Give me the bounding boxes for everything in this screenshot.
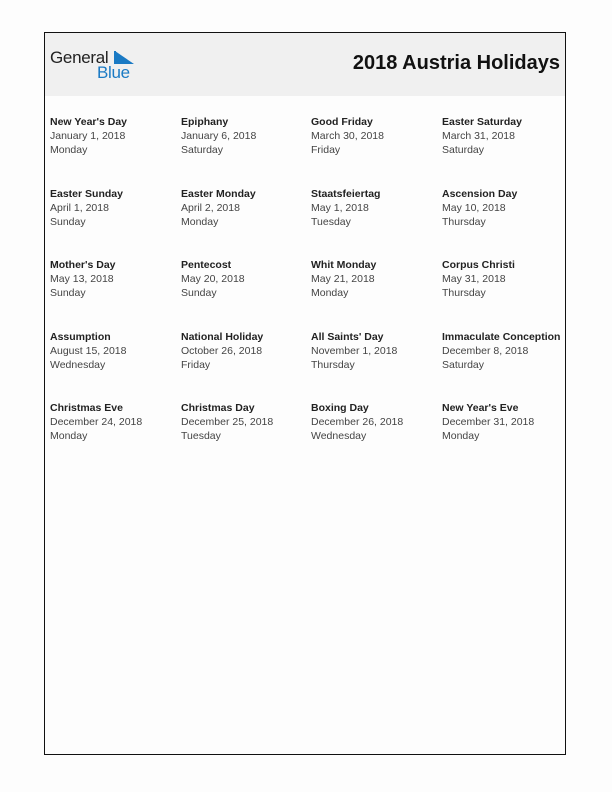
holiday-name: Christmas Day bbox=[181, 402, 255, 414]
holiday-weekday: Saturday bbox=[442, 358, 485, 371]
holiday-date: January 6, 2018 bbox=[181, 130, 257, 143]
header-band bbox=[45, 33, 565, 96]
holiday-weekday: Friday bbox=[181, 358, 211, 371]
holiday-name: New Year's Eve bbox=[442, 402, 519, 414]
holiday-date: August 15, 2018 bbox=[50, 344, 127, 357]
holiday-grid bbox=[50, 115, 565, 473]
logo-text-blue: Blue bbox=[97, 63, 130, 82]
holiday-name: Staatsfeiertag bbox=[311, 187, 381, 200]
holiday-item bbox=[50, 258, 181, 330]
document-page bbox=[44, 32, 566, 755]
holiday-weekday: Thursday bbox=[311, 358, 355, 371]
holiday-date: April 2, 2018 bbox=[181, 201, 240, 214]
holiday-name: Easter Monday bbox=[181, 187, 256, 200]
holiday-date: May 21, 2018 bbox=[311, 273, 375, 286]
holiday-name: All Saints' Day bbox=[311, 330, 384, 343]
holiday-weekday: Monday bbox=[50, 430, 88, 443]
holiday-weekday: Thursday bbox=[442, 215, 486, 228]
holiday-item bbox=[181, 401, 311, 473]
holiday-weekday: Monday bbox=[50, 144, 88, 157]
holiday-name: Pentecost bbox=[181, 259, 232, 271]
holiday-name: Christmas Eve bbox=[50, 402, 123, 414]
holiday-weekday: Wednesday bbox=[311, 430, 367, 443]
holiday-weekday: Friday bbox=[311, 144, 341, 157]
holiday-name: Immaculate Conception bbox=[442, 330, 561, 343]
holiday-date: January 1, 2018 bbox=[50, 130, 126, 143]
holiday-item bbox=[181, 115, 311, 187]
holiday-item bbox=[442, 330, 565, 402]
holiday-date: May 10, 2018 bbox=[442, 201, 506, 214]
holiday-name: Easter Sunday bbox=[50, 187, 123, 200]
holiday-date: May 1, 2018 bbox=[311, 201, 369, 214]
holiday-weekday: Tuesday bbox=[181, 430, 221, 443]
holiday-date: November 1, 2018 bbox=[311, 344, 398, 357]
holiday-date: October 26, 2018 bbox=[181, 344, 263, 357]
holiday-item bbox=[442, 115, 565, 187]
holiday-item bbox=[181, 258, 311, 330]
holiday-date: May 31, 2018 bbox=[442, 273, 506, 286]
holiday-name: Whit Monday bbox=[311, 259, 377, 271]
holiday-date: March 30, 2018 bbox=[311, 130, 384, 143]
holiday-name: Corpus Christi bbox=[442, 259, 515, 271]
holiday-item bbox=[181, 187, 311, 259]
holiday-weekday: Sunday bbox=[50, 287, 86, 300]
holiday-date: May 13, 2018 bbox=[50, 273, 114, 286]
holiday-item bbox=[311, 115, 442, 187]
holiday-weekday: Sunday bbox=[50, 215, 86, 228]
holiday-date: December 26, 2018 bbox=[311, 416, 404, 429]
holiday-weekday: Wednesday bbox=[50, 358, 106, 371]
holiday-item bbox=[442, 401, 565, 473]
holiday-item bbox=[50, 330, 181, 402]
holiday-date: December 24, 2018 bbox=[50, 416, 143, 429]
holiday-item bbox=[50, 401, 181, 473]
logo bbox=[50, 48, 140, 84]
holiday-date: December 8, 2018 bbox=[442, 344, 529, 357]
holiday-name: Ascension Day bbox=[442, 187, 518, 200]
holiday-name: Easter Saturday bbox=[442, 116, 522, 128]
holiday-date: April 1, 2018 bbox=[50, 201, 109, 214]
holiday-name: National Holiday bbox=[181, 330, 264, 343]
holiday-item bbox=[311, 401, 442, 473]
holiday-item bbox=[442, 258, 565, 330]
holiday-weekday: Sunday bbox=[181, 287, 217, 300]
holiday-weekday: Saturday bbox=[181, 144, 224, 157]
holiday-date: December 25, 2018 bbox=[181, 416, 274, 429]
holiday-item bbox=[311, 258, 442, 330]
holiday-item bbox=[181, 330, 311, 402]
holiday-weekday: Monday bbox=[181, 215, 219, 228]
holiday-name: Assumption bbox=[50, 330, 111, 343]
holiday-item bbox=[442, 187, 565, 259]
holiday-weekday: Saturday bbox=[442, 144, 485, 157]
holiday-item bbox=[50, 115, 181, 187]
holiday-name: Mother's Day bbox=[50, 259, 116, 271]
holiday-name: Good Friday bbox=[311, 116, 373, 128]
holiday-item bbox=[311, 187, 442, 259]
holiday-item bbox=[311, 330, 442, 402]
page-title: 2018 Austria Holidays bbox=[352, 52, 560, 74]
holiday-name: Epiphany bbox=[181, 116, 229, 128]
holiday-weekday: Monday bbox=[311, 287, 349, 300]
holiday-weekday: Tuesday bbox=[311, 215, 351, 228]
holiday-date: March 31, 2018 bbox=[442, 130, 515, 143]
holiday-item bbox=[50, 187, 181, 259]
holiday-weekday: Thursday bbox=[442, 287, 486, 300]
holiday-weekday: Monday bbox=[442, 430, 480, 443]
holiday-name: New Year's Day bbox=[50, 116, 128, 128]
holiday-name: Boxing Day bbox=[311, 402, 369, 414]
logo-text-general: General bbox=[50, 48, 109, 67]
holiday-date: May 20, 2018 bbox=[181, 273, 245, 286]
holiday-date: December 31, 2018 bbox=[442, 416, 535, 429]
